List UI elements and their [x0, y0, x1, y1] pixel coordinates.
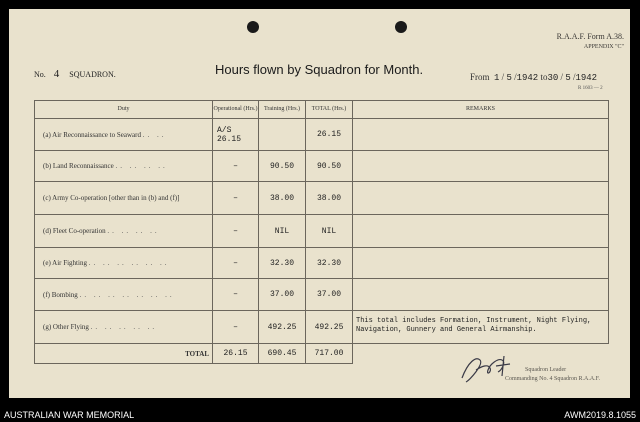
operational-cell: – — [213, 279, 259, 311]
leader-dots: .. .. .. .. .. .. .. — [79, 290, 175, 299]
page-title: Hours flown by Squadron for Month. — [215, 62, 424, 77]
op-note: A/S — [217, 125, 232, 135]
table-row — [35, 215, 609, 248]
col-operational: Operational (Hrs.) — [213, 101, 259, 119]
print-code: R 1603 — 2 — [578, 86, 603, 91]
table-row — [35, 119, 609, 151]
remarks-line-2: Navigation, Gunnery and General Airmanship. — [356, 326, 537, 334]
col-total: TOTAL (Hrs.) — [306, 101, 353, 119]
to-year: 1942 — [575, 73, 598, 83]
footer-accession-number: AWM2019.8.1055 — [564, 410, 636, 420]
operational-cell — [213, 119, 259, 151]
training-cell: 90.50 — [259, 151, 306, 182]
training-cell: 37.00 — [259, 279, 306, 311]
squadron-suffix: SQUADRON. — [69, 70, 116, 79]
punch-hole — [395, 21, 407, 33]
leader-dots: .. .. .. .. .. — [90, 323, 158, 331]
form-number: R.A.A.F. Form A.38. — [556, 32, 624, 41]
remarks-cell — [353, 151, 609, 182]
remarks-cell — [353, 248, 609, 279]
total-cell: 38.00 — [306, 182, 353, 215]
period-line: From 1 / 5 /1942 to30 / 5 /1942 — [470, 72, 598, 83]
duty-label: (b) Land Reconnaissance — [43, 162, 114, 170]
total-cell: NIL — [306, 215, 353, 248]
duty-label: (e) Air Fighting — [43, 259, 87, 267]
col-remarks: REMARKS — [353, 101, 609, 119]
squadron-number: 4 — [53, 68, 60, 80]
remarks-cell — [353, 182, 609, 215]
total-cell: 37.00 — [306, 279, 353, 311]
col-duty: Duty — [35, 101, 213, 119]
duty-label: (d) Fleet Co-operation — [43, 227, 106, 235]
to-month: 5 — [565, 73, 571, 83]
duty-cell — [35, 119, 213, 151]
table-row — [35, 311, 609, 344]
training-cell: NIL — [259, 215, 306, 248]
duty-label: (g) Other Flying — [43, 323, 89, 331]
total-training: 690.45 — [259, 344, 306, 364]
leader-dots: .. .. — [142, 130, 167, 139]
operational-cell: – — [213, 151, 259, 182]
total-cell: 32.30 — [306, 248, 353, 279]
from-label: From — [470, 72, 490, 82]
duty-cell — [35, 248, 213, 279]
remarks-cell — [353, 215, 609, 248]
hours-table — [34, 100, 609, 364]
from-day: 1 — [494, 73, 500, 83]
total-cell: 26.15 — [306, 119, 353, 151]
training-cell — [259, 119, 306, 151]
duty-label: (f) Bombing — [43, 290, 78, 299]
operational-cell: – — [213, 248, 259, 279]
squadron-line — [34, 68, 116, 80]
leader-dots: .. .. .. .. — [115, 162, 168, 170]
leader-dots: .. .. .. .. — [107, 227, 160, 235]
duty-cell — [35, 151, 213, 182]
total-row — [35, 344, 609, 364]
punch-hole — [247, 21, 259, 33]
duty-label: (c) Army Co-operation [other than in (b) and (f)] — [43, 194, 180, 202]
total-cell: 492.25 — [306, 311, 353, 344]
operational-cell: – — [213, 215, 259, 248]
signature-rank: Squadron Leader — [525, 367, 567, 373]
total-operational: 26.15 — [213, 344, 259, 364]
operational-cell: – — [213, 182, 259, 215]
operational-cell: – — [213, 311, 259, 344]
duty-cell — [35, 182, 213, 215]
table-row — [35, 151, 609, 182]
remarks-cell — [353, 311, 609, 344]
squadron-prefix: No. — [34, 70, 46, 79]
form-reference — [557, 32, 624, 52]
duty-cell — [35, 279, 213, 311]
op-value: 26.15 — [217, 134, 242, 144]
training-cell: 38.00 — [259, 182, 306, 215]
table-row — [35, 279, 609, 311]
from-year: 1942 — [516, 73, 539, 83]
duty-label: (a) Air Reconnaissance to Seaward — [43, 130, 141, 139]
signature-block — [505, 366, 600, 384]
signature-role: Commanding No. 4 Squadron R.A.A.F. — [505, 376, 601, 382]
table-row — [35, 182, 609, 215]
header-row — [35, 101, 609, 119]
table-row — [35, 248, 609, 279]
from-month: 5 — [506, 73, 512, 83]
total-hours: 717.00 — [306, 344, 353, 364]
duty-cell — [35, 311, 213, 344]
remarks-cell — [353, 279, 609, 311]
appendix-label: APPENDIX "C" — [583, 44, 624, 50]
total-cell: 90.50 — [306, 151, 353, 182]
duty-cell — [35, 215, 213, 248]
footer-institution: AUSTRALIAN WAR MEMORIAL — [4, 410, 135, 420]
to-day: 30 — [547, 73, 559, 83]
total-label: TOTAL — [35, 344, 213, 364]
col-training: Training (Hrs.) — [259, 101, 306, 119]
to-label: to — [540, 72, 548, 82]
remarks-cell — [353, 119, 609, 151]
training-cell: 32.30 — [259, 248, 306, 279]
leader-dots: .. .. .. .. .. .. — [88, 259, 170, 267]
training-cell: 492.25 — [259, 311, 306, 344]
remarks-line-1: This total includes Formation, Instrument, Night Flying, — [356, 317, 592, 325]
